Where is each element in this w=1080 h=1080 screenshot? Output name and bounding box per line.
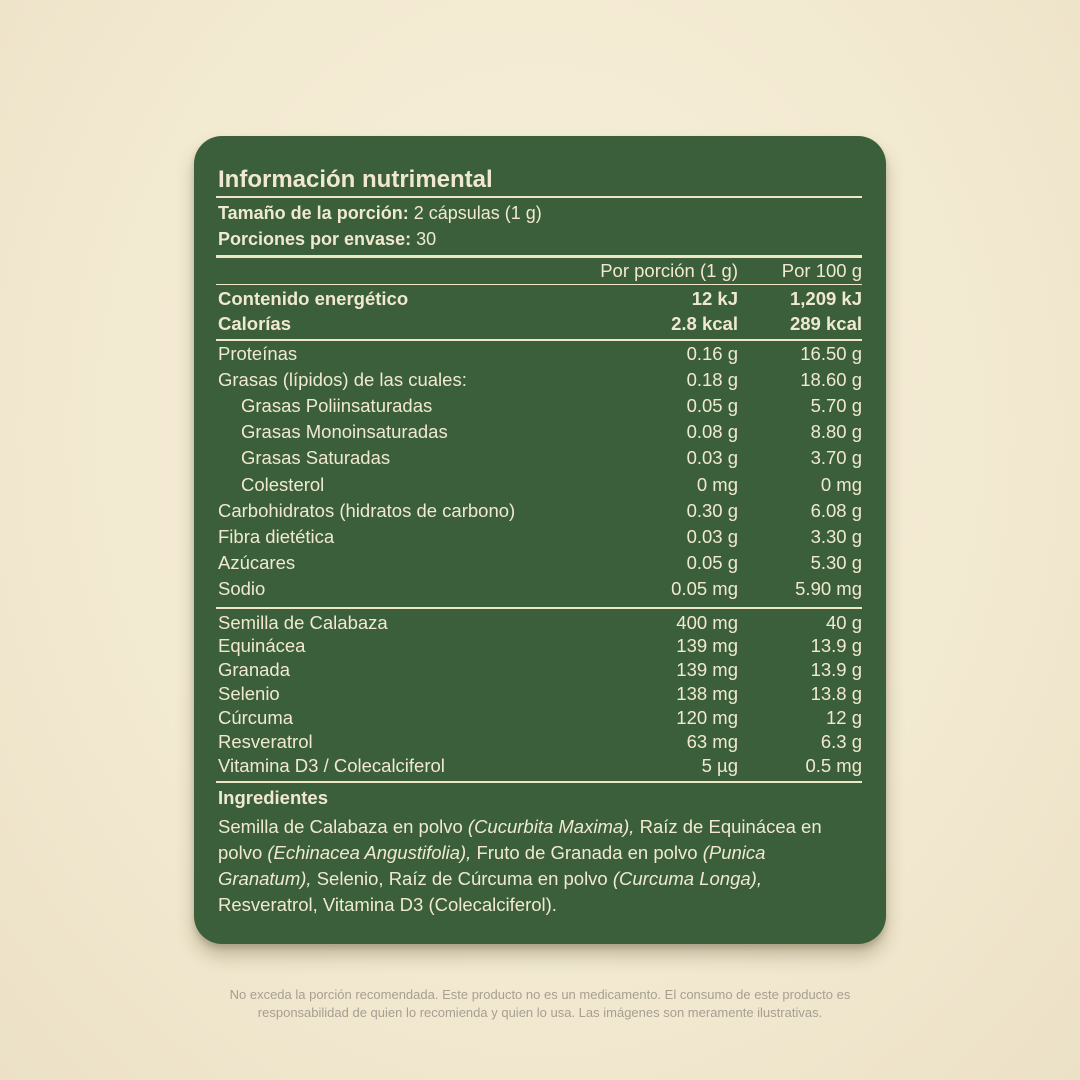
nutrient-per-100: 0 mg <box>820 474 862 495</box>
active-per-serving: 63 mg <box>686 731 738 752</box>
nutrient-per-100: 6.08 g <box>810 500 862 521</box>
active-label: Granada <box>218 659 290 680</box>
ingredients-title: Ingredientes <box>218 787 328 808</box>
column-header-per-serving: Por porción (1 g) <box>600 260 738 281</box>
active-per-100: 12 g <box>825 707 862 728</box>
calories-per-serving: 2.8 kcal <box>671 313 738 334</box>
column-headers <box>218 259 862 283</box>
column-header-per-100: Por 100 g <box>781 260 862 281</box>
nutrient-label: Sodio <box>218 578 266 599</box>
panel-title: Información nutrimental <box>218 166 493 193</box>
nutrient-row <box>218 551 862 575</box>
active-per-serving: 5 µg <box>701 755 738 776</box>
active-label: Resveratrol <box>218 731 313 752</box>
divider <box>216 781 862 783</box>
nutrient-per-100: 5.70 g <box>810 395 862 416</box>
divider <box>216 339 862 341</box>
nutrient-label: Grasas Poliinsaturadas <box>241 395 433 416</box>
nutrient-per-serving: 0.16 g <box>686 343 738 364</box>
ingredients-part: Selenio, Raíz de Cúrcuma en polvo <box>311 868 613 889</box>
active-row <box>218 682 862 706</box>
energy-per-100: 1,209 kJ <box>789 288 862 309</box>
nutrient-label: Colesterol <box>241 474 325 495</box>
disclaimer-line: responsabilidad de quien lo recomienda y quien lo usa. Las imágenes son meramente ilustrativas. <box>257 1005 823 1020</box>
ingredients-scientific-name: (Curcuma Longa), <box>612 868 762 889</box>
nutrient-per-serving: 0.05 g <box>686 395 738 416</box>
active-label: Vitamina D3 / Colecalciferol <box>218 755 445 776</box>
active-row <box>218 634 862 658</box>
nutrient-label: Proteínas <box>218 343 298 364</box>
active-label: Cúrcuma <box>218 707 294 728</box>
nutrient-label: Grasas Saturadas <box>241 447 391 468</box>
ingredients-part: Raíz de Equinácea en polvo <box>218 816 822 863</box>
nutrient-per-serving: 0 mg <box>696 474 738 495</box>
serving-size <box>218 203 542 224</box>
ingredients-scientific-name: (Echinacea Angustifolia), <box>267 842 472 863</box>
active-per-100: 40 g <box>825 612 862 633</box>
ingredients-scientific-name: (Punica Granatum), <box>218 842 766 889</box>
nutrient-per-100: 18.60 g <box>800 369 862 390</box>
nutrient-label: Fibra dietética <box>218 526 335 547</box>
active-row <box>218 611 862 635</box>
nutrient-per-serving: 0.30 g <box>686 500 738 521</box>
nutrient-label: Grasas Monoinsaturadas <box>241 421 448 442</box>
nutrient-label: Grasas (lípidos) de las cuales: <box>218 369 467 390</box>
serving-size-value: 2 cápsulas (1 g) <box>413 203 542 223</box>
active-per-100: 0.5 mg <box>805 755 862 776</box>
nutrient-row <box>218 446 862 470</box>
nutrient-label: Azúcares <box>218 552 296 573</box>
ingredients-part: Fruto de Granada en polvo <box>471 842 703 863</box>
nutrient-per-serving: 0.05 mg <box>671 578 738 599</box>
active-per-100: 13.8 g <box>810 683 862 704</box>
nutrient-row <box>218 525 862 549</box>
active-per-100: 13.9 g <box>810 635 862 656</box>
nutrient-per-100: 16.50 g <box>800 343 862 364</box>
nutrient-row <box>218 420 862 444</box>
active-row <box>218 730 862 754</box>
nutrient-label: Carbohidratos (hidratos de carbono) <box>218 500 516 521</box>
active-label: Equinácea <box>218 635 306 656</box>
nutrient-per-serving: 0.05 g <box>686 552 738 573</box>
nutrient-per-100: 3.70 g <box>810 447 862 468</box>
nutrient-per-serving: 0.18 g <box>686 369 738 390</box>
active-per-serving: 139 mg <box>676 635 738 656</box>
ingredients-text <box>218 814 858 918</box>
active-row <box>218 754 862 778</box>
energy-per-serving: 12 kJ <box>691 288 738 309</box>
active-row <box>218 658 862 682</box>
nutrient-per-serving: 0.03 g <box>686 447 738 468</box>
calories-row <box>218 312 862 336</box>
nutrient-row <box>218 499 862 523</box>
nutrient-per-serving: 0.03 g <box>686 526 738 547</box>
energy-label: Contenido energético <box>218 288 409 309</box>
calories-label: Calorías <box>218 313 292 334</box>
servings-per-container-label: Porciones por envase: <box>218 229 412 249</box>
active-label: Selenio <box>218 683 280 704</box>
active-per-serving: 139 mg <box>676 659 738 680</box>
nutrient-per-100: 3.30 g <box>810 526 862 547</box>
nutrient-row <box>218 473 862 497</box>
nutrient-per-100: 8.80 g <box>810 421 862 442</box>
disclaimer <box>140 986 940 1022</box>
nutrient-per-serving: 0.08 g <box>686 421 738 442</box>
nutrient-row <box>218 577 862 601</box>
nutrient-row <box>218 394 862 418</box>
divider <box>216 196 862 198</box>
divider <box>216 255 862 258</box>
ingredients-scientific-name: (Cucurbita Maxima), <box>467 816 635 837</box>
servings-per-container-value: 30 <box>416 229 437 249</box>
servings-per-container <box>218 229 436 250</box>
nutrition-facts-panel <box>194 136 886 944</box>
active-row <box>218 706 862 730</box>
nutrient-per-100: 5.90 mg <box>795 578 862 599</box>
nutrient-row <box>218 342 862 366</box>
ingredients-part: Semilla de Calabaza en polvo <box>218 816 468 837</box>
serving-size-label: Tamaño de la porción: <box>218 203 409 223</box>
nutrient-per-100: 5.30 g <box>810 552 862 573</box>
active-per-serving: 400 mg <box>676 612 738 633</box>
energy-row <box>218 287 862 311</box>
active-per-100: 13.9 g <box>810 659 862 680</box>
active-per-serving: 120 mg <box>676 707 738 728</box>
ingredients-part: Resveratrol, Vitamina D3 (Colecalciferol). <box>218 894 557 915</box>
active-per-100: 6.3 g <box>820 731 862 752</box>
divider <box>216 284 862 285</box>
calories-per-100: 289 kcal <box>789 313 862 334</box>
divider <box>216 607 862 609</box>
active-per-serving: 138 mg <box>676 683 738 704</box>
nutrient-row <box>218 368 862 392</box>
disclaimer-line: No exceda la porción recomendada. Este producto no es un medicamento. El consumo de este producto es <box>229 987 851 1002</box>
active-label: Semilla de Calabaza <box>218 612 388 633</box>
